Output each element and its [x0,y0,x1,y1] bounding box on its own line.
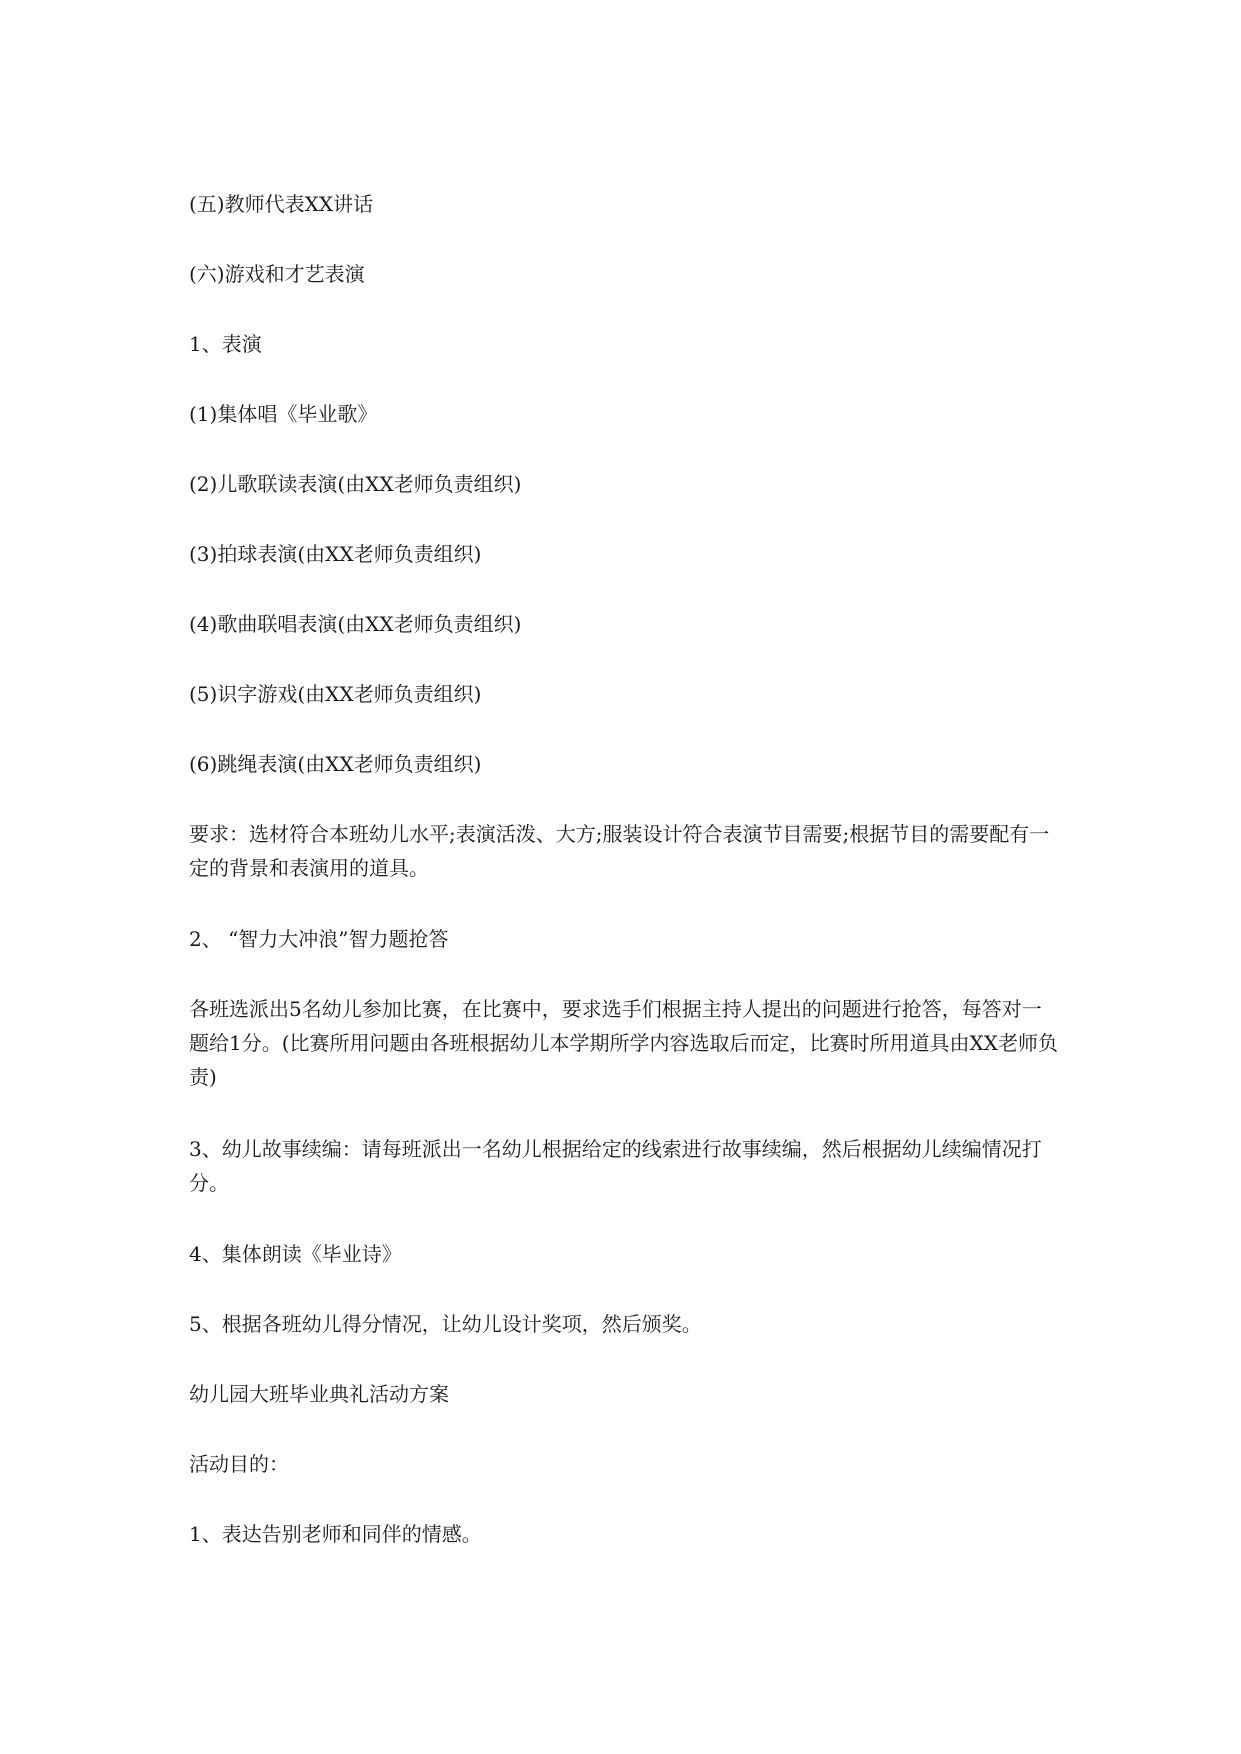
item-heading-performance: 1、表演 [189,332,262,356]
item-awards: 5、根据各班幼儿得分情况，让幼儿设计奖项，然后颁奖。 [189,1312,702,1336]
list-item-rhyme-reading: (2)儿歌联读表演(由XX老师负责组织) [189,472,522,496]
list-item-group-singing: (1)集体唱《毕业歌》 [189,402,378,426]
section-heading-teacher-speech: (五)教师代表XX讲话 [189,192,374,216]
list-item-song-medley: (4)歌曲联唱表演(由XX老师负责组织) [189,612,522,636]
list-item-literacy-game: (5)识字游戏(由XX老师负责组织) [189,682,482,706]
purpose-item-1: 1、表达告别老师和同伴的情感。 [189,1522,482,1546]
section-heading-games-performance: (六)游戏和才艺表演 [189,262,365,286]
story-continuation-paragraph: 3、幼儿故事续编：请每班派出一名幼儿根据给定的线索进行故事续编，然后根据幼儿续编情况打分。 [189,1137,1042,1195]
list-item-rope-skipping: (6)跳绳表演(由XX老师负责组织) [189,752,482,776]
requirements-paragraph: 要求：选材符合本班幼儿水平;表演活泼、大方;服装设计符合表演节目需要;根据节目的需要配有一定的背景和表演用的道具。 [189,822,1050,880]
quiz-rules-paragraph: 各班选派出5名幼儿参加比赛，在比赛中，要求选手们根据主持人提出的问题进行抢答，每答对一题给1分。(比赛所用问题由各班根据幼儿本学期所学内容选取后而定，比赛时所用道具由XX老师负责) [189,997,1059,1089]
plan-title: 幼儿园大班毕业典礼活动方案 [189,1382,449,1406]
list-item-ball-bouncing: (3)拍球表演(由XX老师负责组织) [189,542,482,566]
item-group-recitation: 4、集体朗读《毕业诗》 [189,1242,402,1266]
item-heading-quiz: 2、 “智力大冲浪”智力题抢答 [189,927,449,951]
purpose-heading: 活动目的： [189,1452,289,1476]
